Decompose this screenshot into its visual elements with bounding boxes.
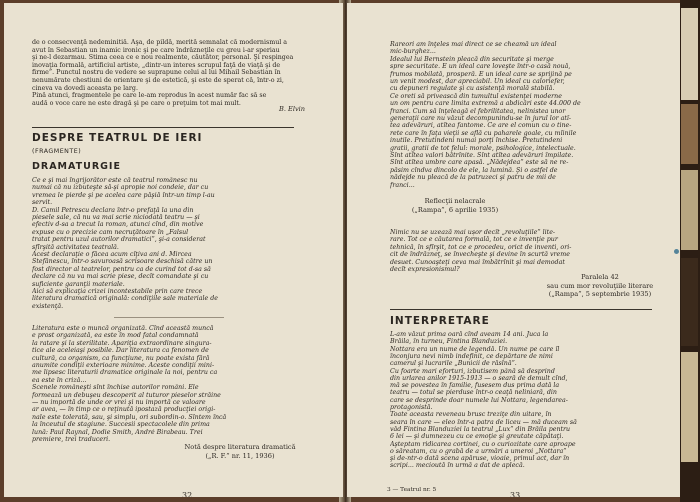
interpretare-line: 6 lei — şi dumnezeu cu ce emoţie şi greutate căpătaţi. bbox=[390, 433, 564, 441]
revolutions-line: rare. Tot ce e căutarea formală, tot ce e invenţie pur bbox=[390, 236, 558, 244]
dramaturgie-line: sfîrşită activitatea teatrală. bbox=[32, 243, 119, 251]
source-note-line: („Rampa”, 5 septembrie 1935) bbox=[548, 290, 652, 298]
dramaturgie-line: Acest declaraţie o făcea acum cîţiva ani d. Mircea bbox=[32, 251, 192, 258]
dramaturgie-line: piesele sale, că nu va mai scrie niciodată teatru — şi bbox=[32, 214, 200, 221]
interpretare-line: teatru — totul se pierduse într-o ceaţă neliniară, din bbox=[390, 389, 557, 397]
edge-page-strip bbox=[681, 170, 698, 250]
dramaturgie-line: efectiv d-sa a trecut la roman, atunci cînd, din motive bbox=[32, 221, 204, 229]
interpretare-line: văd Fintina Blanduziei la teatrul „Lux” din Brăila pentru bbox=[390, 425, 571, 433]
literatura-line: cultură, ca organism, ca funcţiune, nu poate exista fără bbox=[32, 354, 210, 362]
interpretare-line: înconjura nevi nimb indefinit, ce depărtare de nimi bbox=[390, 352, 553, 360]
interpretare-line: L-am văzut prima oară cînd aveam 14 ani. Juca la bbox=[390, 331, 549, 338]
intro-line: nădejde nu pleacă de la patruzeci şi patru de mii de bbox=[390, 174, 556, 182]
literatura-line: anumite condiţii exterioare minime. Aceste condiţii mini- bbox=[32, 362, 215, 369]
intro-line: şi ne-l dezarmau. Stima ceea ce e nou realmente, căutător, personal. Şi respingea bbox=[32, 54, 294, 62]
interpretare-line: seara în care — eleo într-a patra de liceu — mă duceam să bbox=[390, 418, 577, 426]
dramaturgie-line: servit. bbox=[32, 199, 53, 207]
literatura-line: ar avea, — în timp ce o reţinută ipostază producţiei origi- bbox=[32, 406, 216, 414]
author-signature: B. Elvin bbox=[279, 105, 306, 113]
literatura-line: lună: Paul Raynal, Dodie Smith, André Birabeau. Trei bbox=[32, 428, 203, 436]
source-note-line: Notă despre literatura dramatică bbox=[184, 443, 296, 451]
dramaturgie-line: Ce e şi mai îngrijorător este că teatrul românesc nu bbox=[32, 177, 198, 184]
literatura-line: — nu importă de unde or vrei şi nu importă ce valoare bbox=[32, 399, 206, 406]
intro-line: mic-burghez... bbox=[390, 48, 436, 56]
literatura-line: la ratare şi la sterilitate. Apariţia extraordinare singura- bbox=[32, 339, 212, 347]
interpretare-line: Toate aceasta reveneau brusc treziţe din uitare, în bbox=[390, 411, 552, 419]
literatura-line: Literatura este o muncă organizată. Cînd această muncă bbox=[32, 325, 214, 332]
intro-line: audă o voce care ne este dragă şi pe care o preţuim tot mai mult. bbox=[32, 99, 241, 107]
intro-line: cineva va dovedi aceasta pe larg. bbox=[32, 84, 138, 92]
page-number-left: 32 bbox=[182, 491, 193, 497]
intro-line: franci. Cum să înţeleagă el febrilitatea, nelinistea unor bbox=[390, 107, 566, 115]
dramaturgie-line: vremea le pierde şi pe acelea care păşiă într-un timp l-au bbox=[32, 191, 215, 199]
revolutions-line: decît expresionismul? bbox=[390, 266, 460, 273]
interpretare-line: camerul şi lucrarile „Bunicii de răslnă”. bbox=[390, 360, 517, 368]
intro-line: firme”. Punctul nostru de vedere se suprapune celui al lui Mihail Sebastian în bbox=[32, 69, 281, 77]
right-page bbox=[347, 3, 680, 497]
intro-line: nenumărate chestiuni de orientare şi de estetică, şi este de sperat că, într-o zi, bbox=[32, 77, 284, 84]
section-title-dramaturgie: DRAMATURGIE bbox=[32, 161, 121, 172]
left-page bbox=[4, 3, 343, 497]
source-note-line: Paralela 42 bbox=[581, 273, 619, 281]
dramaturgie-line: declare că nu va mai scrie piese, decît comandate şi cu bbox=[32, 273, 209, 281]
literatura-line: formează un debuşeu descoperit al tuturor pieselor străine bbox=[32, 391, 221, 399]
intro-line: rete care în faţa vieţii se află cu paharele goale, cu mîinile bbox=[390, 129, 577, 137]
interpretare-line: Aşteptam ridicarea cortinei, cu o curiozitate care aproape bbox=[390, 440, 576, 448]
literatura-line: tice ale aceleiaşi posibile. Dar literatura ca fenomen de bbox=[32, 347, 209, 355]
intro-line: Rareori am înţeles mai direct ce se cheamă un ideal bbox=[390, 41, 557, 48]
divider-rule bbox=[32, 127, 294, 128]
source-note-line: („Rampa”, 6 aprilie 1935) bbox=[411, 205, 499, 214]
footer-label: 3 — Teatrul nr. 5 bbox=[387, 487, 437, 493]
intro-line: spre securitate. E un ideal care loveşte într-o casă nouă, bbox=[390, 63, 571, 71]
source-note-line: Reflecţii nelacrale bbox=[424, 197, 486, 205]
divider-rule-right bbox=[390, 309, 652, 310]
literatura-line: nale este tolerată, sau, şi simplu, ori subordin-o. Sîntem încă bbox=[32, 413, 227, 421]
dramaturgie-line: tratat pentru uzul autorilor dramatici”, şi-a considerat bbox=[32, 236, 206, 244]
revolutions-line: desuet. Cunoaşteţi ceva mai îmbătrînit şi mai demodat bbox=[390, 258, 565, 266]
intro-line: avut în Sebastian un inamic ironic şi pe care îndrăzneţile cu greu i-ar speriau bbox=[32, 46, 280, 54]
intro-line: Pină atunci, fragmentele pe care le-am reprodus în acest număr fac să se bbox=[32, 92, 267, 100]
page-number-right: 33 bbox=[510, 491, 521, 497]
dramaturgie-line: suficiente garanţii materiale. bbox=[32, 280, 125, 288]
section-separator bbox=[114, 317, 224, 318]
intro-line: păsim cîndva dincolo de ele, la lumină. Şi o astfel de bbox=[390, 166, 558, 174]
source-note-line: („R. F.” nr. 11, 1936) bbox=[205, 451, 275, 460]
article-subtitle: (FRAGMENTE) bbox=[32, 148, 82, 155]
intro-line: gratii, gratii de tot felul: morale, psihologice, intelectuale. bbox=[390, 144, 576, 152]
intro-line: cu depuneri regulate şi cu asistenţă morală stabilă. bbox=[390, 85, 555, 93]
literatura-line: Scenele româneşti sînt închise autorilor români. Ele bbox=[32, 384, 199, 392]
intro-line: inovaţia formală, artificiul artiste, „dintr-un interes scrupul faţă de viaţă şi de bbox=[32, 61, 281, 69]
edge-page-strip bbox=[681, 258, 698, 346]
dramaturgie-line: expuse cu o precizie cam necruţătoare în „Falsul bbox=[32, 228, 189, 236]
literatura-line: premiere, trei traduceri. bbox=[32, 436, 111, 443]
intro-line: frumos mobilată, prosperă. E un ideal care se sprijină pe bbox=[390, 70, 572, 78]
revolutions-line: cit de îndrăzneţ, se învecheşte şi devine în scurtă vreme bbox=[390, 251, 570, 259]
literatura-line: ea este în criză... bbox=[32, 376, 87, 384]
intro-line: un venit modest, dar apreciabil. Un ideal cu caloriefer, bbox=[390, 78, 565, 85]
dramaturgie-line: Aici să explicaţia crizei incontestabile prin care trece bbox=[32, 288, 203, 295]
interpretare-line: mă se povestea în familie, fusesem dus prima dată la bbox=[390, 382, 560, 390]
intro-line: generaţii care nu văzut decompunindu-se în jurul lor atî- bbox=[390, 115, 572, 122]
literatura-line: e prost organizată, ea este în mod fatal condamnată bbox=[32, 332, 199, 340]
interpretare-line: din urlarea anilor 1915-1913 — o seară de demult cînd, bbox=[390, 374, 568, 382]
intro-line: franci... bbox=[390, 181, 415, 189]
intro-line: tea adevăruri, atîtea fantome. Ce are el comun cu o tine- bbox=[390, 122, 572, 130]
interpretare-line: o săreatam, cu o grabă de a urmări a umeroi „Nottara” bbox=[390, 447, 567, 455]
interpretare-line: Nottara era un nume de legendă. Un nume pe care îl bbox=[390, 345, 560, 353]
intro-line: inutile. Pretutindeni numai porţi închise. Pretutindeni bbox=[390, 137, 563, 145]
revolutions-line: Nimic nu se uzează mai ușor decît „revoluţiile” lite- bbox=[390, 229, 556, 236]
ink-mark bbox=[674, 249, 679, 254]
interpretare-line: protagonistă. bbox=[390, 404, 433, 411]
dramaturgie-line: D. Camil Petrescu declara într-o prefaţă la una din bbox=[32, 206, 194, 214]
article-title: DESPRE TEATRUL DE IERI bbox=[32, 132, 203, 144]
source-note-line: sau cum mor revoluţiile literare bbox=[546, 281, 654, 290]
dramaturgie-line: fost director al teatrelor, pentru ca de curind tot d-sa să bbox=[32, 265, 211, 273]
interpretare-line: Brăila, în turneu, Fintina Blanduziei. bbox=[390, 338, 508, 346]
edge-page-strip bbox=[681, 352, 698, 462]
interpretare-line: Cu foarte mari eforturi, izbutisem până să desprind bbox=[390, 367, 555, 375]
literatura-line: me lipsesc literaturii dramatice originale la noi, pentru ca bbox=[32, 369, 218, 377]
edge-page-strip bbox=[681, 8, 698, 100]
interpretare-line: care se desprinde doar numele lui Nottara, legendarea- bbox=[390, 396, 568, 404]
dramaturgie-line: literatura dramatică originală: condiţiile sale materiale de bbox=[32, 295, 219, 303]
intro-line: Sînt atîtea umbre care apasă. „Nădejdea” este să ne re- bbox=[390, 159, 569, 167]
literatura-line: la înceutul de stagiune. Succesii spectacolele din prima bbox=[32, 421, 210, 429]
edge-page-strip bbox=[681, 104, 698, 164]
revolutions-line: tehnică, în sfîrşit, tot ce e procedeu, orict de inventi, ori- bbox=[390, 243, 572, 251]
intro-line: Idealul lui Bernstein pleacă din securitate şi merge bbox=[390, 55, 554, 63]
interpretare-line: şi de-ntr-o dată scena apăruse, vioaie, primul act, dar în bbox=[390, 455, 570, 463]
intro-line: de o consecvenţă nedeminitiă. Aşa, de pildă, merită semnalat că modernismul a bbox=[32, 39, 288, 46]
dramaturgie-line: numai că nu izbuteşte să-şi apropie noi condeie, dar cu bbox=[32, 184, 209, 192]
section-title-interpretare: INTERPRETARE bbox=[390, 315, 490, 327]
dramaturgie-line: existenţă. bbox=[32, 302, 64, 310]
intro-line: Sînt atîtea valori bătrînite. Sînt atîtea adevăruri împilate. bbox=[390, 152, 574, 159]
dramaturgie-line: Stefănescu, într-o savuroasă scrisoare deschisă către un bbox=[32, 258, 213, 266]
intro-line: un om pentru care limita extremă a abdicări este 44.000 de bbox=[390, 100, 581, 108]
intro-line: Ce oreti să privească din tumultul existenţei moderne bbox=[390, 92, 562, 100]
interpretare-line: scripi... mecioută în urmă a dat de aplecă. bbox=[390, 462, 525, 470]
